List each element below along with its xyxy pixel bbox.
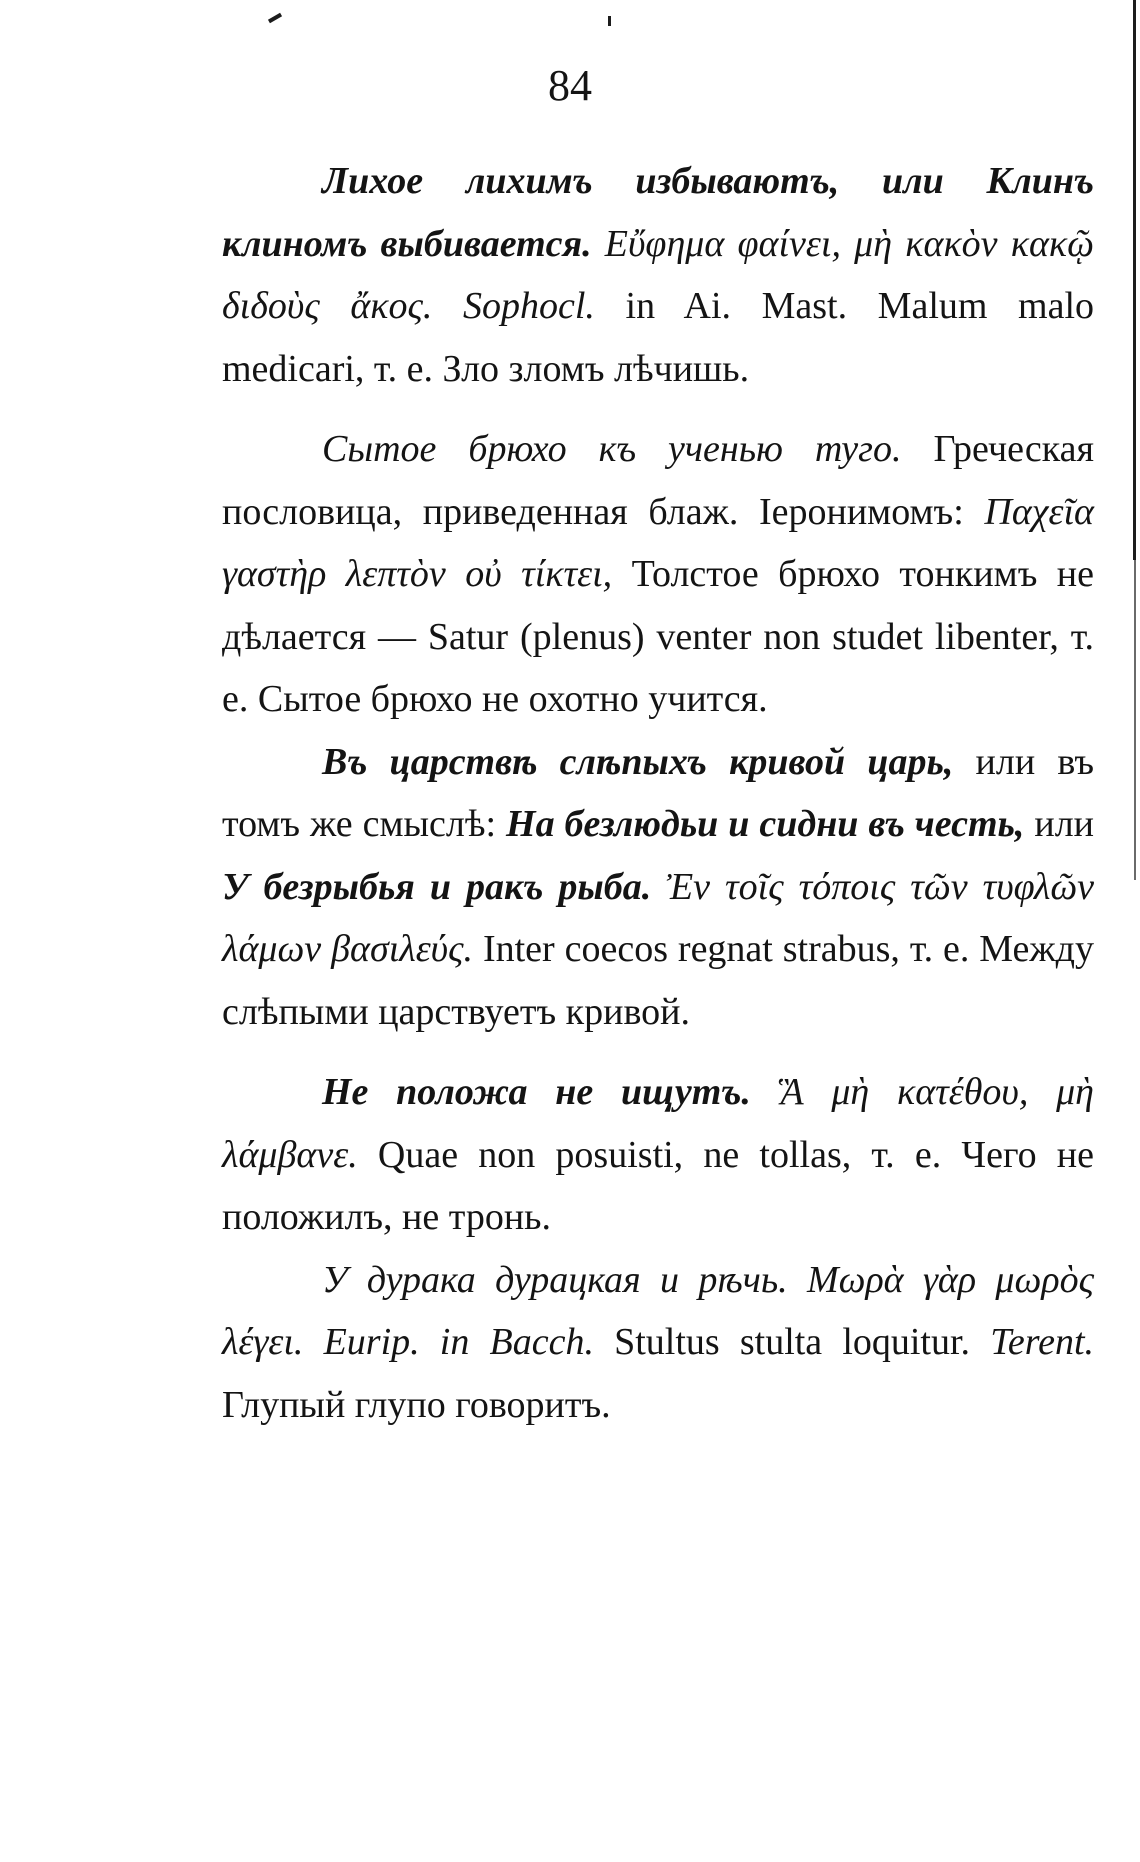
proverb: Въ царствѣ слѣпыхъ кривой царь, [322,740,954,783]
scan-speck [608,16,611,26]
paragraph-text: Глупый глупо говоритъ. [222,1383,611,1426]
paragraph-text: или въ томъ же смыслѣ: [222,740,1095,845]
proverb: У безрыбья и ракъ рыба. [222,865,652,908]
greek-quote: Ἐν τοῖς τόποις τῶν τυφλῶν λάμων βασιλεύς. [222,865,1095,970]
greek-quote: Μωρὰ γὰρ μωρὸς λέγει. [222,1258,1094,1363]
paragraph-1 [222,150,1094,400]
proverb: Не положа не ищутъ. [322,1071,751,1113]
proverb: У дурака дурацкая и рѣчь. [322,1258,788,1301]
page-body [222,150,1094,1436]
paragraph-text: Толстое брюхо тонкимъ не дѣлается — Satur (plenus) venter non studet libenter, т. е. Сытое брюхо не охотно учится. [222,553,1095,720]
paragraph-text: in Ai. Mast. Malum malo medicari, т. е. Зло зломъ лѣчишь. [222,285,1095,390]
paragraph-text: Quae non posuisti, ne tollas, т. е. Чего не положилъ, не тронь. [222,1133,1094,1238]
paragraph-2 [222,418,1094,731]
paragraph-text: или [1034,803,1095,845]
greek-quote: Ἃ μὴ κατέθου, μὴ λάμβανε. [222,1071,1095,1176]
paragraph-text: Inter coecos regnat strabus, т. е. Между слѣпыми царствуетъ кривой. [222,928,1095,1033]
paragraph-text: Греческая пословица, приведенная блаж. Іеронимомъ: [222,428,1095,533]
greek-quote: Εὔφημα φαίνει, μὴ κακὸν κακῷ διδοὺς ἄκος. [222,222,1094,327]
latin-quote: Stultus stulta loquitur. [614,1321,971,1363]
page-edge-shadow-lower [1134,560,1136,880]
source-citation: Sophocl. [463,285,595,327]
page-number: 84 [548,61,592,110]
scan-speck [268,13,282,23]
proverb: Сытое брюхо къ ученью туго. [322,428,902,470]
paragraph-4 [222,1061,1094,1249]
source-citation: Terent. [990,1321,1095,1363]
paragraph-3 [222,731,1094,1044]
paragraph-5 [222,1249,1094,1437]
proverb: На безлюдьи и сидни въ честь, [506,803,1025,845]
proverb: Лихое лихимъ избываютъ, или Клинъ клиномъ выбивается. [222,160,1094,265]
source-citation: Eurip. in Bacch. [323,1321,594,1363]
greek-quote: Παχεῖα γαστὴρ λεπτὸν οὐ τίκτει, [222,490,1095,595]
